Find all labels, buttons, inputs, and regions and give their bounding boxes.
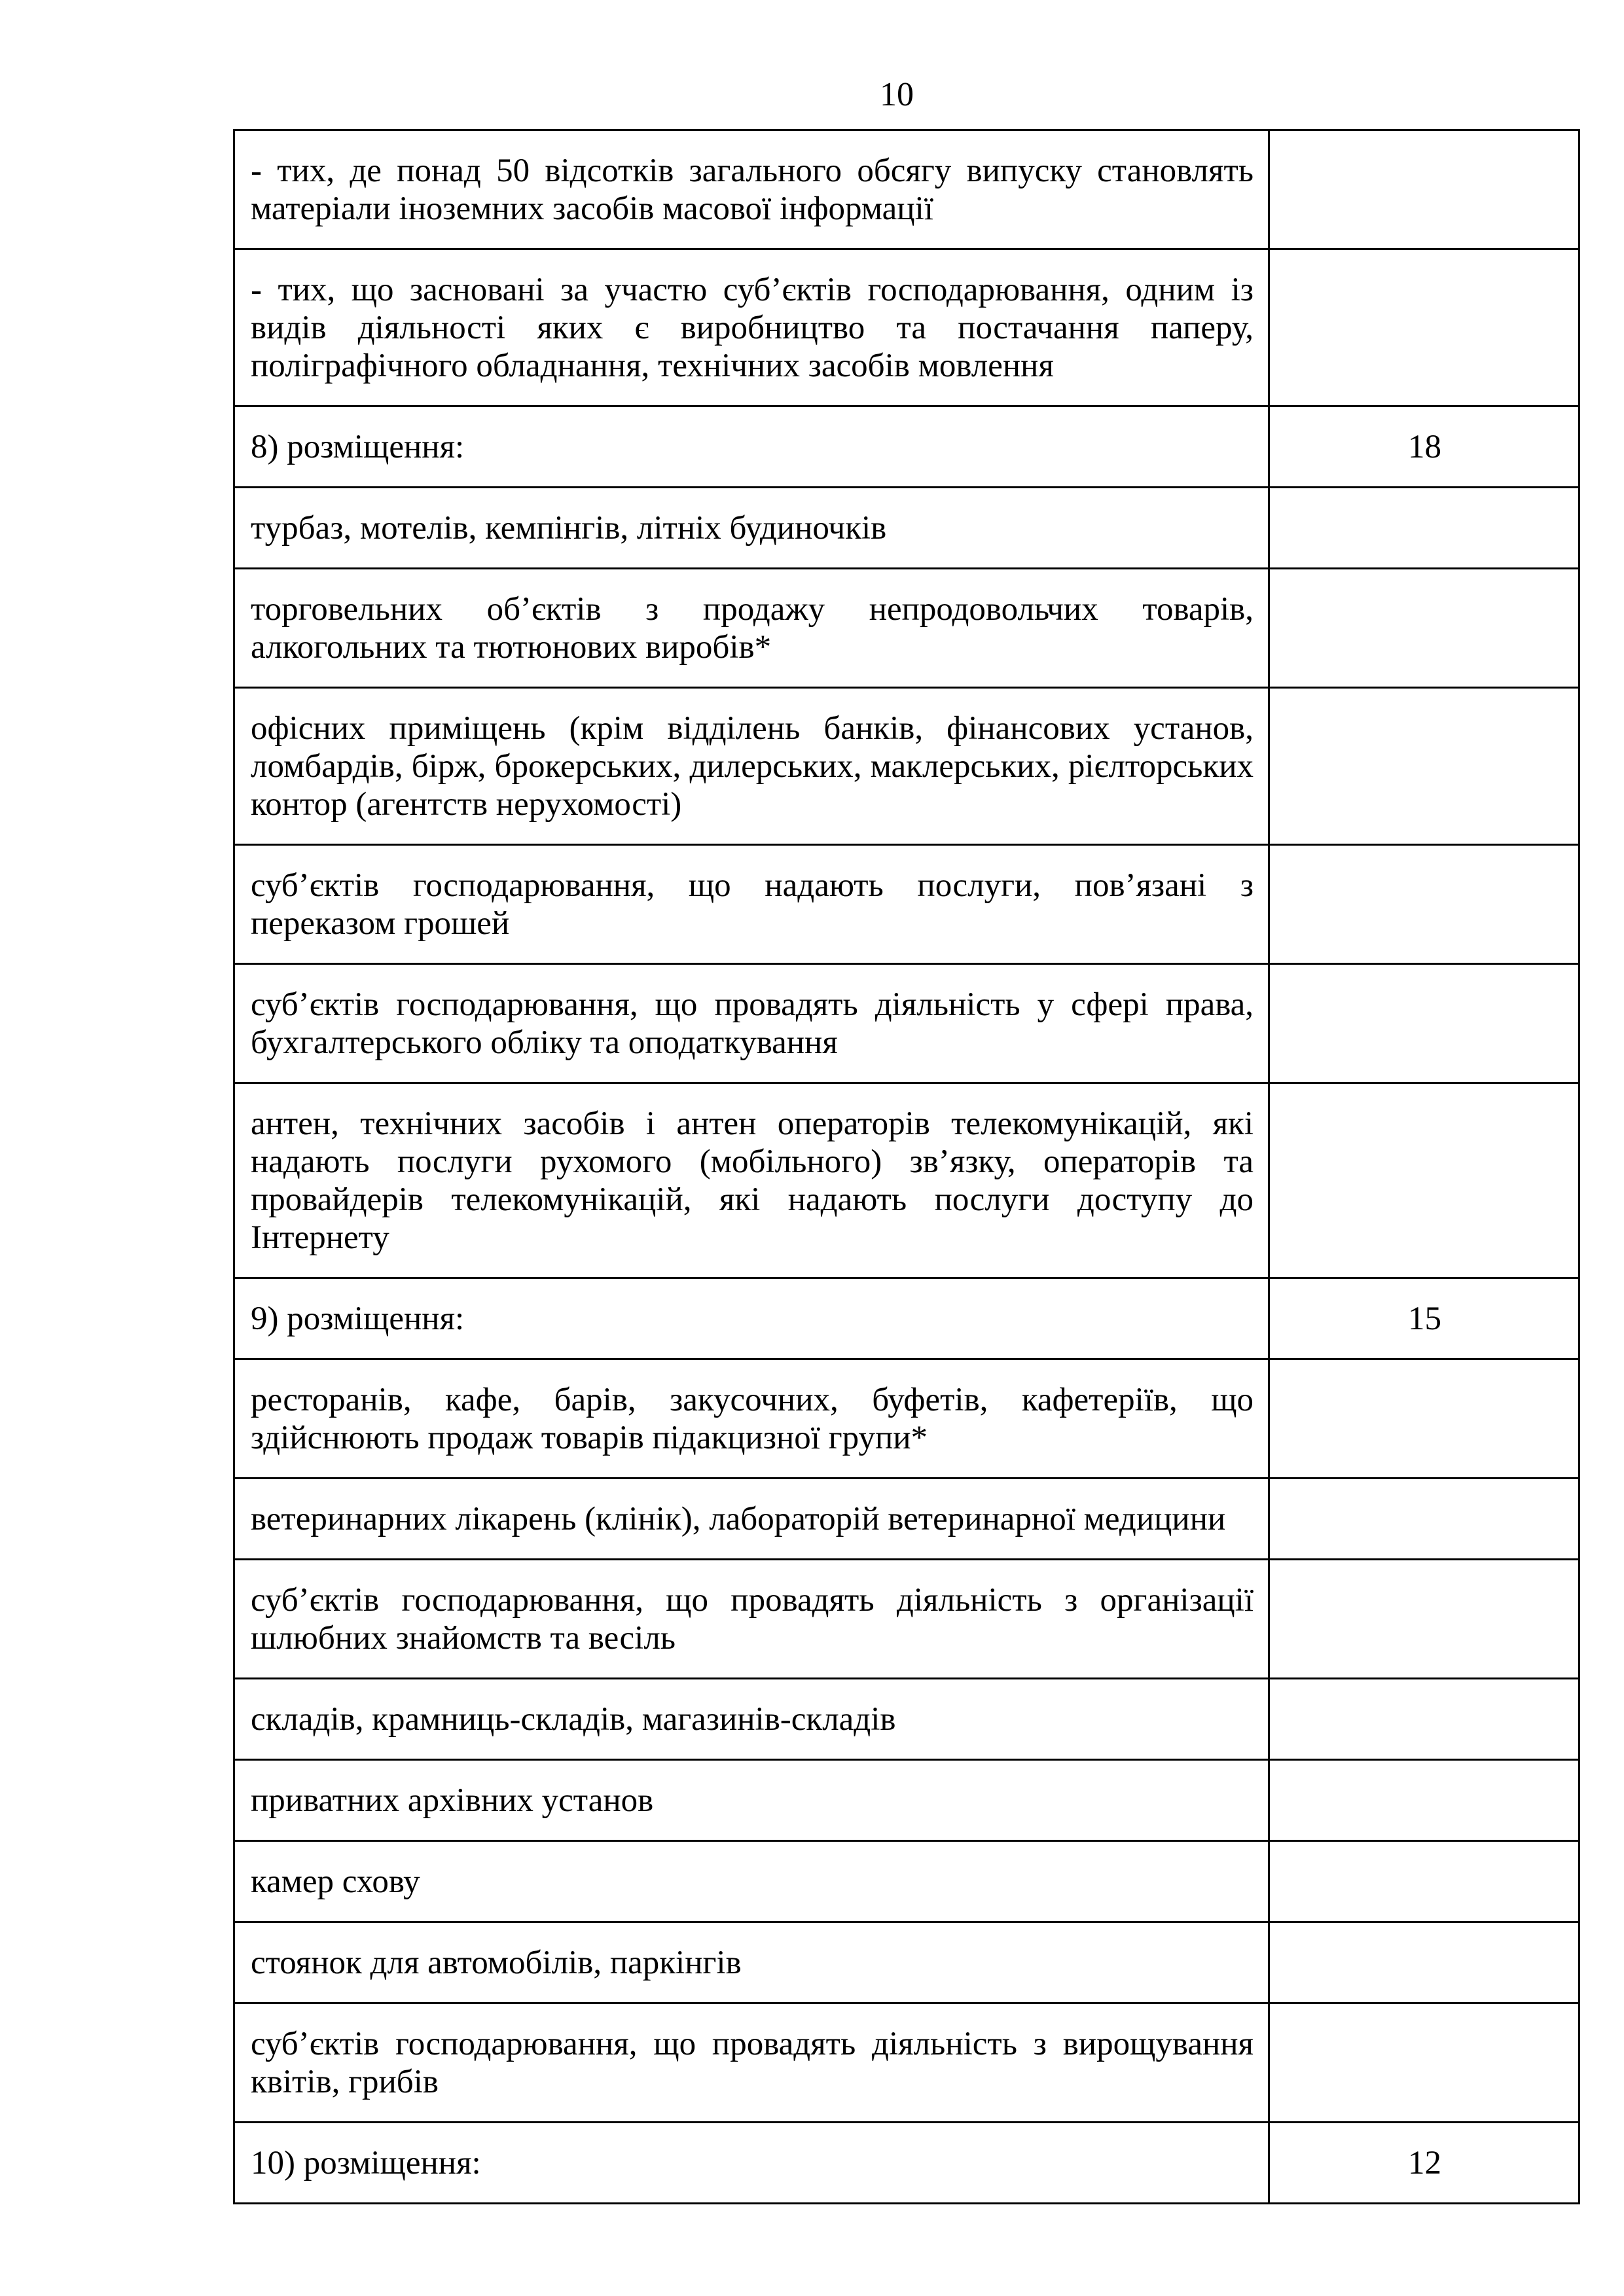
table-row bbox=[234, 1679, 1579, 1760]
row-value bbox=[1269, 1922, 1579, 2003]
row-description: - тих, що засновані за участю суб’єктів господарювання, одним із видів діяльності яких є виробництво та постачання паперу, поліграфічного обладнання, технічних засобів мовлення bbox=[234, 249, 1269, 406]
row-description: суб’єктів господарювання, що надають послуги, пов’язані з переказом грошей bbox=[234, 845, 1269, 964]
row-value bbox=[1269, 1560, 1579, 1679]
row-value: 15 bbox=[1269, 1278, 1579, 1359]
table-row bbox=[234, 845, 1579, 964]
table-row bbox=[234, 1922, 1579, 2003]
table-body bbox=[234, 130, 1579, 2204]
table-row bbox=[234, 1278, 1579, 1359]
row-value bbox=[1269, 845, 1579, 964]
row-value bbox=[1269, 1841, 1579, 1922]
row-description: суб’єктів господарювання, що провадять діяльність у сфері права, бухгалтерського обліку та оподаткування bbox=[234, 964, 1269, 1083]
table-row bbox=[234, 2003, 1579, 2123]
table-row bbox=[234, 488, 1579, 569]
row-description: стоянок для автомобілів, паркінгів bbox=[234, 1922, 1269, 2003]
row-description: суб’єктів господарювання, що провадять діяльність з вирощування квітів, грибів bbox=[234, 2003, 1269, 2123]
row-value: 12 bbox=[1269, 2123, 1579, 2204]
row-value bbox=[1269, 1760, 1579, 1841]
table-row bbox=[234, 130, 1579, 249]
row-value bbox=[1269, 2003, 1579, 2123]
row-value bbox=[1269, 1479, 1579, 1560]
row-description: камер схову bbox=[234, 1841, 1269, 1922]
table-row bbox=[234, 1560, 1579, 1679]
row-description: складів, крамниць-складів, магазинів-складів bbox=[234, 1679, 1269, 1760]
table-row bbox=[234, 1359, 1579, 1479]
table-row bbox=[234, 249, 1579, 406]
row-value bbox=[1269, 569, 1579, 688]
row-value: 18 bbox=[1269, 406, 1579, 488]
table-row bbox=[234, 1083, 1579, 1278]
row-description: антен, технічних засобів і антен операторів телекомунікацій, які надають послуги рухомого (мобільного) зв’язку, операторів та провайдерів телекомунікацій, які надають послуги доступу до Інтернету bbox=[234, 1083, 1269, 1278]
row-description: ресторанів, кафе, барів, закусочних, буфетів, кафетеріїв, що здійснюють продаж товарів підакцизної групи* bbox=[234, 1359, 1269, 1479]
page-number: 10 bbox=[880, 76, 914, 113]
row-value bbox=[1269, 130, 1579, 249]
row-description: 10) розміщення: bbox=[234, 2123, 1269, 2204]
row-description: суб’єктів господарювання, що провадять діяльність з організації шлюбних знайомств та весіль bbox=[234, 1560, 1269, 1679]
table-row bbox=[234, 406, 1579, 488]
table-row bbox=[234, 1841, 1579, 1922]
row-description: ветеринарних лікарень (клінік), лабораторій ветеринарної медицини bbox=[234, 1479, 1269, 1560]
table-row bbox=[234, 1479, 1579, 1560]
row-description: офісних приміщень (крім відділень банків, фінансових установ, ломбардів, бірж, брокерських, дилерських, маклерських, рієлторських контор (агентств нерухомості) bbox=[234, 688, 1269, 845]
row-value bbox=[1269, 488, 1579, 569]
row-value bbox=[1269, 1083, 1579, 1278]
row-description: 9) розміщення: bbox=[234, 1278, 1269, 1359]
row-value bbox=[1269, 1359, 1579, 1479]
row-description: торговельних об’єктів з продажу непродовольчих товарів, алкогольних та тютюнових виробів* bbox=[234, 569, 1269, 688]
row-description: - тих, де понад 50 відсотків загального обсягу випуску становлять матеріали іноземних засобів масової інформації bbox=[234, 130, 1269, 249]
row-value bbox=[1269, 1679, 1579, 1760]
table-row bbox=[234, 1760, 1579, 1841]
row-description: приватних архівних установ bbox=[234, 1760, 1269, 1841]
row-description: 8) розміщення: bbox=[234, 406, 1269, 488]
row-value bbox=[1269, 688, 1579, 845]
row-value bbox=[1269, 964, 1579, 1083]
table-row bbox=[234, 688, 1579, 845]
row-value bbox=[1269, 249, 1579, 406]
table-row bbox=[234, 964, 1579, 1083]
table-row bbox=[234, 569, 1579, 688]
rates-table bbox=[233, 129, 1580, 2204]
row-description: турбаз, мотелів, кемпінгів, літніх будиночків bbox=[234, 488, 1269, 569]
table-row bbox=[234, 2123, 1579, 2204]
